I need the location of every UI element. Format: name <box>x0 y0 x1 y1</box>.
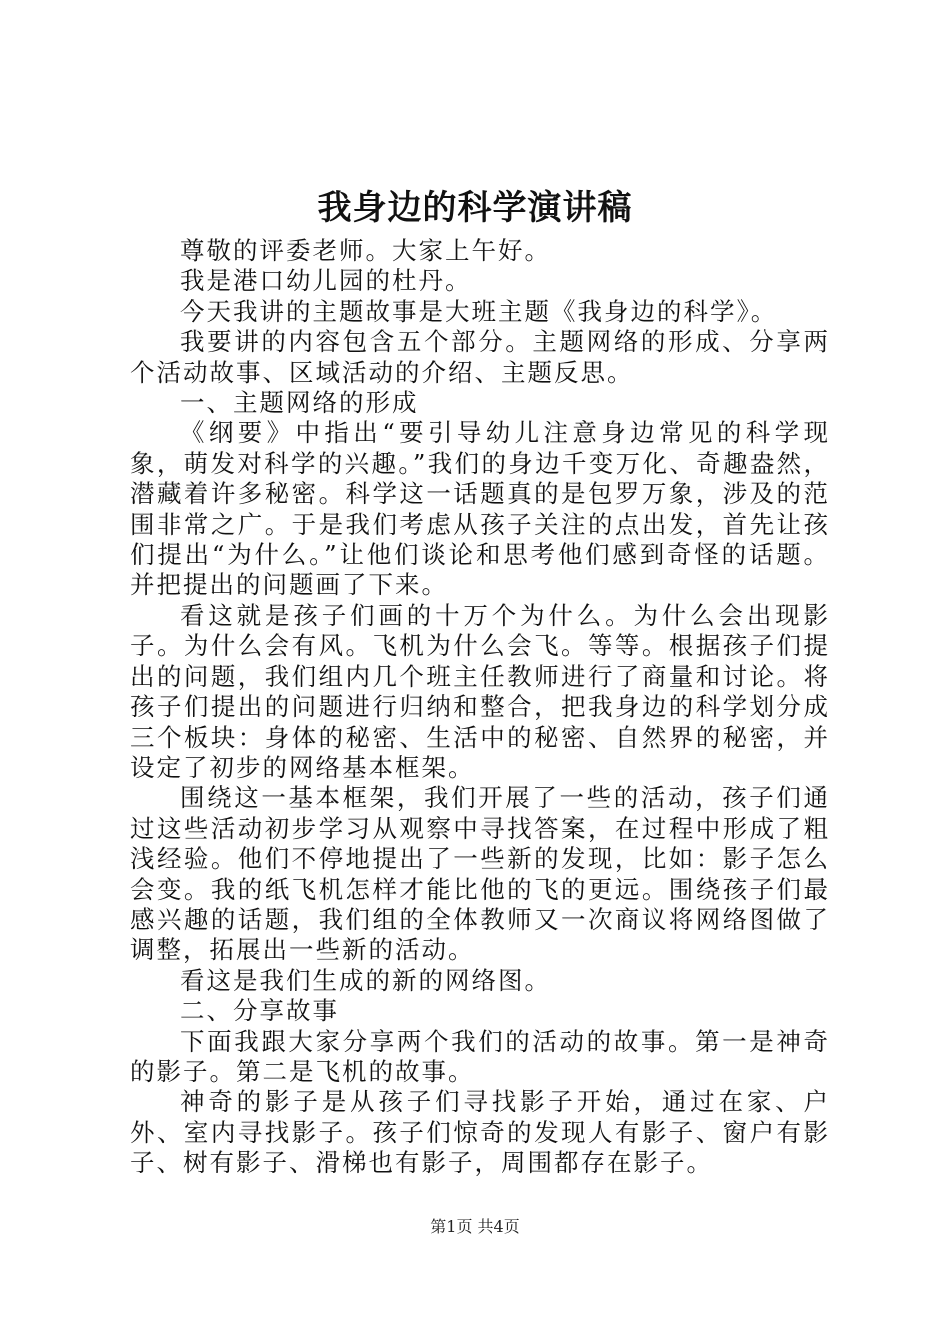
page-footer: 第1页 共4页 <box>430 1217 520 1236</box>
paragraph-framework: 围绕这一基本框架，我们开展了一些的活动，孩子们通过这些活动初步学习从观察中寻找答案，在过程中形成了粗浅经验。他们不停地提出了一些新的发现，比如：影子怎么会变。我的纸飞机怎样才能比他的飞的更远。围绕孩子们最感兴趣的话题，我们组的全体教师又一次商议将网络图做了调整，拓展出一些新的活动。 <box>130 783 830 965</box>
document-body <box>130 236 830 1179</box>
paragraph-introduction: 我是港口幼儿园的杜丹。 <box>180 266 472 296</box>
paragraph-new-network: 看这是我们生成的新的网络图。 <box>180 965 551 995</box>
paragraph-topic: 今天我讲的主题故事是大班主题《我身边的科学》。 <box>180 296 778 326</box>
paragraph-guideline: 《纲要》中指出“要引导幼儿注意身边常见的科学现象，萌发对科学的兴趣。”我们的身边千变万化、奇趣盎然，潜藏着许多秘密。科学这一话题真的是包罗万象，涉及的范围非常之广。于是我们考虑从孩子关注的点出发，首先让孩们提出“为什么。”让他们谈论和思考他们感到奇怪的话题。并把提出的问题画了下来。 <box>130 418 830 600</box>
paragraph-greeting: 尊敬的评委老师。大家上午好。 <box>180 236 551 265</box>
paragraph-shadow-story: 神奇的影子是从孩子们寻找影子开始，通过在家、户外、室内寻找影子。孩子们惊奇的发现人有影子、窗户有影子、树有影子、滑梯也有影子，周围都存在影子。 <box>130 1087 830 1178</box>
paragraph-story-intro: 下面我跟大家分享两个我们的活动的故事。第一是神奇的影子。第二是飞机的故事。 <box>130 1026 830 1086</box>
section-heading-network: 一、主题网络的形成 <box>180 388 419 418</box>
paragraph-questions: 看这就是孩子们画的十万个为什么。为什么会出现影子。为什么会有风。飞机为什么会飞。等等。根据孩子们提出的问题，我们组内几个班主任教师进行了商量和讨论。将孩子们提出的问题进行归纳和整合，把我身边的科学划分成三个板块：身体的秘密、生活中的秘密、自然界的秘密，并设定了初步的网络基本框架。 <box>130 600 830 782</box>
section-heading-stories: 二、分享故事 <box>180 996 339 1026</box>
document-title: 我身边的科学演讲稿 <box>317 188 633 228</box>
paragraph-outline: 我要讲的内容包含五个部分。主题网络的形成、分享两个活动故事、区域活动的介绍、主题反思。 <box>130 327 830 387</box>
